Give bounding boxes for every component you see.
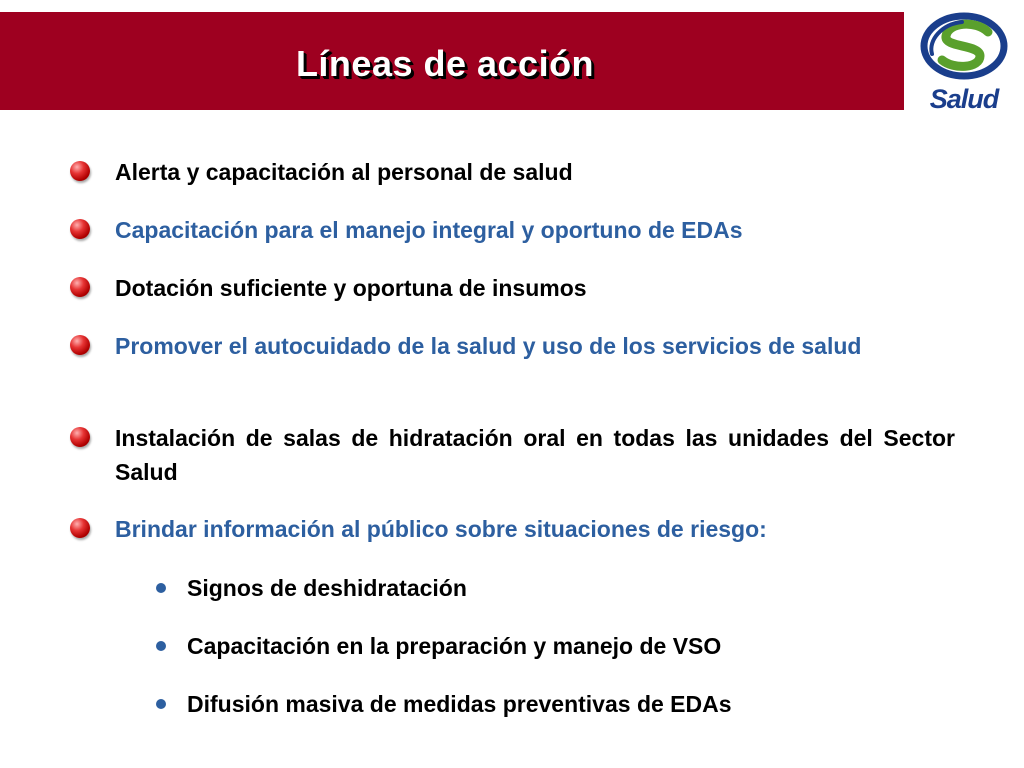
red-sphere-bullet-icon	[70, 518, 90, 538]
sub-list-item: Capacitación en la preparación y manejo de VSO	[187, 633, 722, 659]
red-sphere-bullet-icon	[70, 161, 90, 181]
slide-title: Líneas de acción	[295, 43, 595, 84]
sub-list-item: Difusión masiva de medidas preventivas de EDAs	[187, 691, 732, 717]
sub-bullet-icon	[156, 641, 166, 651]
red-sphere-bullet-icon	[70, 427, 90, 447]
list-item: Instalación de salas de hidratación oral en todas las unidades del Sector Salud	[115, 425, 955, 485]
red-sphere-bullet-icon	[70, 335, 90, 355]
list-item: Dotación suficiente y oportuna de insumos	[115, 275, 587, 301]
list-item: Alerta y capacitación al personal de salud	[115, 159, 573, 185]
red-sphere-bullet-icon	[70, 219, 90, 239]
sub-list-item: Signos de deshidratación	[187, 575, 467, 601]
logo-text: Salud	[929, 84, 999, 114]
list-item: Brindar información al público sobre situaciones de riesgo:	[115, 516, 767, 542]
list-item: Promover el autocuidado de la salud y uso de los servicios de salud	[115, 333, 862, 359]
list-item: Capacitación para el manejo integral y oportuno de EDAs	[115, 217, 743, 243]
sub-bullet-icon	[156, 699, 166, 709]
sub-bullet-icon	[156, 583, 166, 593]
red-sphere-bullet-icon	[70, 277, 90, 297]
